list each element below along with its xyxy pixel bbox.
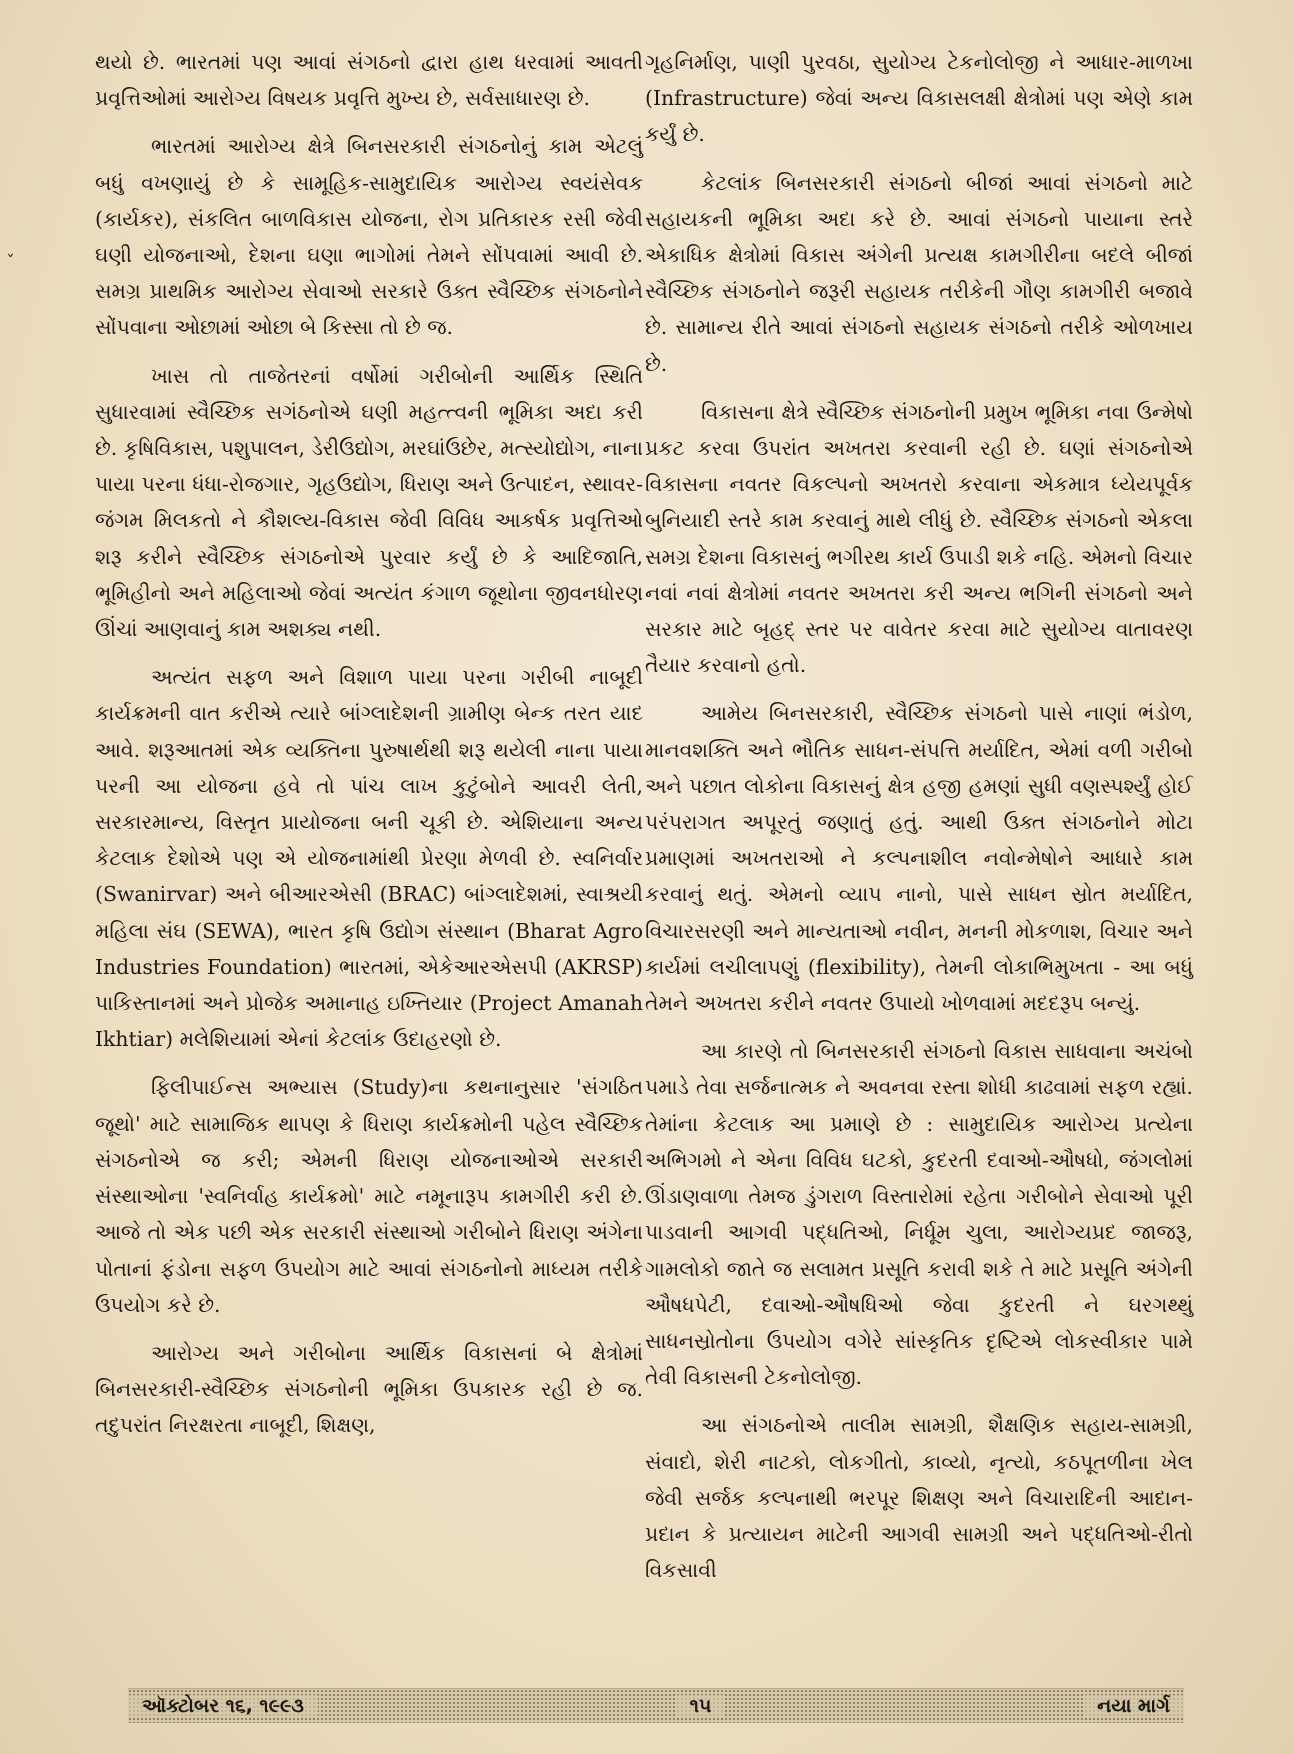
footer-date: ઑક્ટોબર ૧૬, ૧૯૯૩: [128, 1695, 318, 1717]
paragraph: આ કારણે તો બિનસરકારી સંગઠનો વિકાસ સાધવાના અચંબો પમાડે તેવા સર્જનાત્મક ને અવનવા રસ્તા શોધી કાઢવામાં સફળ રહ્યાં. તેમાંના કેટલાક આ પ્રમાણે છે : સામુદાયિક આરોગ્ય પ્રત્યેના અભિગમો ને એના વિવિધ ઘટકો, કુદરતી દવાઓ-ઔષધો, જંગલોમાં ઊંડાણવાળા તેમજ ડુંગરાળ વિસ્તારોમાં રહેતા ગરીબોને સેવાઓ પૂરી પાડવાની આગવી પદ્ધતિઓ, નિર્ધૂમ ચુલા, આરોગ્યપ્રદ જાજરૂ, ગામલોકો જાતે જ સલામત પ્રસૂતિ કરાવી શકે તે માટે પ્રસૂતિ અંગેની ઔષધપેટી, દવાઓ-ઔષધિઓ જેવા કુદરતી ને ઘરગથ્થું સાધનસ્રોતોના ઉપયોગ વગેરે સાંસ્કૃતિક દૃષ્ટિએ લોકસ્વીકાર પામે તેવી વિકાસની ટેકનોલોજી.: [645, 1039, 1193, 1390]
paragraph: આરોગ્ય અને ગરીબોના આર્થિક વિકાસનાં બે ક્ષેત્રોમાં બિનસરકારી-સ્વૈચ્છિક સંગઠનોની ભૂમિકા ઉપકારક રહી છે જ. તદુપરાંત નિરક્ષરતા નાબૂદી, શિક્ષણ,: [95, 1340, 643, 1438]
right-column: [645, 44, 1193, 1600]
paragraph: ખાસ તો તાજેતરનાં વર્ષોમાં ગરીબોની આર્થિક સ્થિતિ સુધારવામાં સ્વૈચ્છિક સગંઠનોએ ઘણી મહત્ત્વની ભૂમિકા અદા કરી છે. કૃષિવિકાસ, પશુપાલન, ડેરીઉદ્યોગ, મરઘાંઉછેર, મત્સ્યોદ્યોગ, નાના પાયા પરના ધંધા-રોજગાર, ગૃહઉદ્યોગ, ધિરાણ અને ઉત્પાદન, સ્થાવર-જંગમ મિલકતો ને કૌશલ્ય-વિકાસ જેવી વિવિધ આકર્ષક પ્રવૃત્તિઓ શરૂ કરીને સ્વૈચ્છિક સંગઠનોએ પુરવાર કર્યું છે કે આદિજાતિ, ભૂમિહીનો અને મહિલાઓ જેવાં અત્યંત કંગાળ જૂથોના જીવનધોરણ ઊંચાં આણવાનું કામ અશક્ય નથી.: [95, 363, 643, 642]
paragraph: ભારતમાં આરોગ્ય ક્ષેત્રે બિનસરકારી સંગઠનોનું કામ એટલું બધું વખણાયું છે કે સામૂહિક-સામુદાયિક આરોગ્ય સ્વયંસેવક (કાર્યકર), સંકલિત બાળવિકાસ યોજના, રોગ પ્રતિકારક રસી જેવી ઘણી યોજનાઓ, દેશના ઘણા ભાગોમાં તેમને સોંપવામાં આવી છે. સમગ્ર પ્રાથમિક આરોગ્ય સેવાઓ સરકારે ઉક્ત સ્વૈચ્છિક સંગઠનોને સોંપવાના ઓછામાં ઓછા બે કિસ્સા તો છે જ.: [95, 134, 643, 340]
paragraph: આમેય બિનસરકારી, સ્વૈચ્છિક સંગઠનો પાસે નાણાં ભંડોળ, માનવશક્તિ અને ભૌતિક સાધન-સંપત્તિ મર્યાદિત, એમાં વળી ગરીબો અને પછાત લોકોના વિકાસનું ક્ષેત્ર હજી હમણાં સુધી વણસ્પર્શ્યું હોઈ પરંપરાગત અપૂરતું જણાતું હતું. આથી ઉક્ત સંગઠનોને મોટા પ્રમાણમાં અખતરાઓ ને કલ્પનાશીલ નવોન્મેષોને આધારે કામ કરવાનું થતું. એમનો વ્યાપ નાનો, પાસે સાધન સ્રોત મર્યાદિત, વિચારસરણી અને માન્યતાઓ નવીન, મનની મોકળાશ, વિચાર અને કાર્યમાં લચીલાપણું (flexibility), તેમની લોકાભિમુખતા - આ બધું તેમને અખતરા કરીને નવતર ઉપાયો ખોળવામાં મદદરૂપ બન્યું.: [645, 701, 1193, 1016]
page-number: ૧૫: [676, 1695, 726, 1717]
paragraph: થયો છે. ભારતમાં પણ આવાં સંગઠનો દ્વારા હાથ ધરવામાં આવતી પ્રવૃત્તિઓમાં આરોગ્ય વિષયક પ્રવૃત્તિ મુખ્ય છે, સર્વસાધારણ છે.: [95, 50, 643, 111]
magazine-name: નયા માર્ગ: [1083, 1695, 1184, 1717]
margin-mark: ˇ: [6, 252, 15, 273]
left-column: [95, 44, 643, 1456]
paragraph: અત્યંત સફળ અને વિશાળ પાયા પરના ગરીબી નાબૂદી કાર્યક્રમની વાત કરીએ ત્યારે બાંગ્લાદેશની ગ્રામીણ બેન્ક તરત યાદ આવે. શરૂઆતમાં એક વ્યક્તિના પુરુષાર્થથી શરૂ થયેલી નાના પાયા પરની આ યોજના હવે તો પાંચ લાખ કુટુંબોને આવરી લેતી, સરકારમાન્ય, વિસ્તૃત પ્રાયોજના બની ચૂકી છે. એશિયાના અન્ય કેટલાક દેશોએ પણ એ યોજનામાંથી પ્રેરણા મેળવી છે. સ્વનિર્વાર (Swanirvar) અને બીઆરએસી (BRAC) બાંગ્લાદેશમાં, સ્વાશ્રયી મહિલા સંઘ (SEWA), ભારત કૃષિ ઉદ્યોગ સંસ્થાન (Bharat Agro Industries Foundation) ભારતમાં, એકેઆરએસપી (AKRSP) પાકિસ્તાનમાં અને પ્રોજેક અમાનાહ ઇખ્તિયાર (Project Amanah Ikhtiar) મલેશિયામાં એનાં કેટલાંક ઉદાહરણો છે.: [95, 665, 643, 1052]
paragraph: ફિલીપાઈન્સ અભ્યાસ (Study)ના કથનાનુસાર 'સંગઠિત જૂથો' માટે સામાજિક થાપણ કે ધિરાણ કાર્યક્રમોની પહેલ સ્વૈચ્છિક સંગઠનોએ જ કરી; એમની ધિરાણ યોજનાઓએ સરકારી સંસ્થાઓના 'સ્વનિર્વાહ કાર્યક્રમો' માટે નમૂનારૂપ કામગીરી કરી છે. આજે તો એક પછી એક સરકારી સંસ્થાઓ ગરીબોને ધિરાણ અંગેના પોતાનાં ફંડોના સફળ ઉપયોગ માટે આવાં સંગઠનોનો માધ્યમ તરીકે ઉપયોગ કરે છે.: [95, 1075, 643, 1317]
paragraph: ગૃહનિર્માણ, પાણી પુરવઠા, સુયોગ્ય ટેકનોલોજી ને આધાર-માળખા (Infrastructure) જેવાં અન્ય વિકાસલક્ષી ક્ષેત્રોમાં પણ એણે કામ કર્યું છે.: [645, 50, 1193, 147]
paragraph: આ સંગઠનોએ તાલીમ સામગ્રી, શૈક્ષણિક સહાય-સામગ્રી, સંવાદો, શેરી નાટકો, લોકગીતો, કાવ્યો, નૃત્યો, કઠપૂતળીના ખેલ જેવી સર્જક કલ્પનાથી ભરપૂર શિક્ષણ અને વિચારાદિની આદાન-પ્રદાન કે પ્રત્યાયન માટેની આગવી સામગ્રી અને પદ્ધતિઓ-રીતો વિકસાવી: [645, 1413, 1193, 1583]
paragraph: વિકાસના ક્ષેત્રે સ્વૈચ્છિક સંગઠનોની પ્રમુખ ભૂમિકા નવા ઉન્મેષો પ્રકટ કરવા ઉપરાંત અખતરા કરવાની રહી છે. ઘણાં સંગઠનોએ વિકાસના નવતર વિકલ્પનો અખતરો કરવાના એકમાત્ર ધ્યેયપૂર્વક બુનિયાદી સ્તરે કામ કરવાનું માથે લીધું છે. સ્વૈચ્છિક સંગઠનો એકલા સમગ્ર દેશના વિકાસનું ભગીરથ કાર્ય ઉપાડી શકે નહિ. એમનો વિચાર નવાં નવાં ક્ષેત્રોમાં નવતર અખતરા કરી અન્ય ભગિની સંગઠનો અને સરકાર માટે બૃહદ્ સ્તર પર વાવેતર કરવા માટે સુયોગ્ય વાતાવરણ તૈયાર કરવાનો હતો.: [645, 399, 1193, 678]
page-footer: [128, 1688, 1184, 1723]
paragraph: કેટલાંક બિનસરકારી સંગઠનો બીજાં આવાં સંગઠનો માટે સહાયકની ભૂમિકા અદા કરે છે. આવાં સંગઠનો પાયાના સ્તરે એકાધિક ક્ષેત્રોમાં વિકાસ અંગેની પ્રત્યક્ષ કામગીરીના બદલે બીજાં સ્વૈચ્છિક સંગઠનોને જરૂરી સહાયક તરીકેની ગૌણ કામગીરી બજાવે છે. સામાન્ય રીતે આવાં સંગઠનો સહાયક સંગઠનો તરીકે ઓળખાય છે.: [645, 170, 1193, 376]
